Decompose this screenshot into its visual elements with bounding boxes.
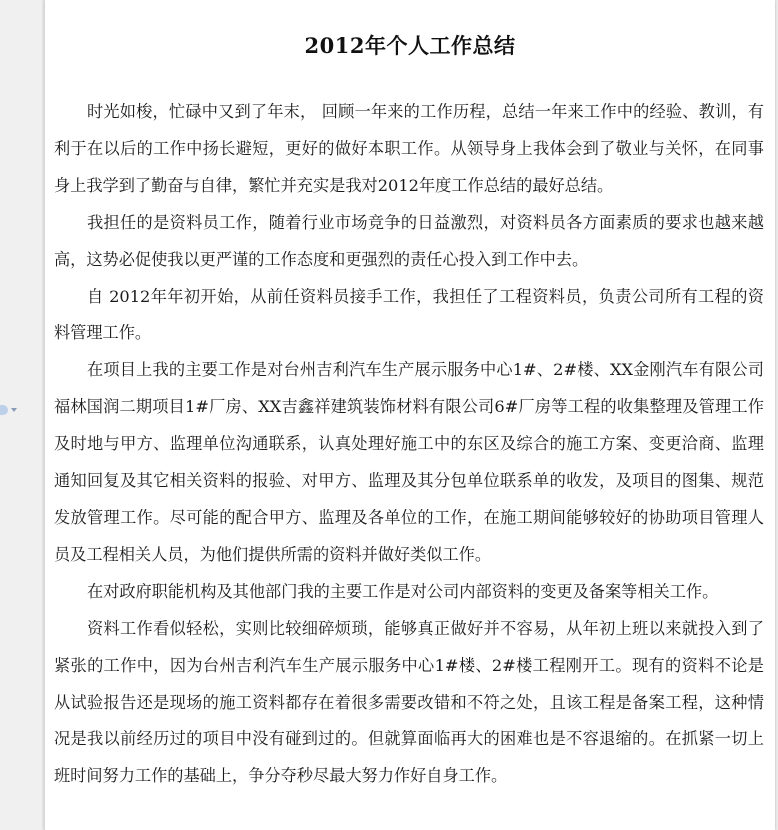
paragraph-projects: 在项目上我的主要工作是对台州吉利汽车生产展示服务中心1#、2#楼、XX金刚汽车有限公司福林国润二期项目1#厂房、XX吉鑫祥建筑装饰材料有限公司6#厂房等工程的收集整理及管理工作及时地与甲方、监理单位沟通联系，认真处理好施工中的东区及综合的施工方案、变更洽商、监理通知回复及其它相关资料的报验、对甲方、监理及其分包单位联系单的收发，及项目的图集、规范发放管理工作。尽可能的配合甲方、监理及各单位的工作，在施工期间能够较好的协助项目管理人员及工程相关人员，为他们提供所需的资料并做好类似工作。 — [54, 360, 764, 564]
document-body — [54, 94, 764, 795]
outline-marker-icon — [0, 405, 8, 415]
paragraph-challenges: 资料工作看似轻松，实则比较细碎烦琐，能够真正做好并不容易，从年初上班以来就投入到了紧张的工作中，因为台州吉利汽车生产展示服务中心1#楼、2#楼工程刚开工。现有的资料不论是从试验报告还是现场的施工资料都存在着很多需要改错和不符之处，且该工程是备案工程，这种情况是我以前经历过的项目中没有碰到过的。但就算面临再大的困难也是不容退缩的。在抓紧一切上班时间努力工作的基础上，争分夺秒尽最大努力作好自身工作。 — [54, 618, 764, 786]
paragraph-intro: 时光如梭，忙碌中又到了年末， 回顾一年来的工作历程，总结一年来工作中的经验、教训，有利于在以后的工作中扬长避短，更好的做好本职工作。从领导身上我体会到了敬业与关怀，在同事身上我学到了勤奋与自律，繁忙并充实是我对2012年度工作总结的最好总结。 — [54, 102, 764, 195]
chevron-down-icon — [11, 408, 17, 412]
document-gutter — [0, 0, 44, 830]
document-title: 2012年个人工作总结 — [304, 33, 516, 58]
outline-toggle-icon[interactable] — [0, 403, 18, 417]
paragraph-start: 自 2012年年初开始，从前任资料员接手工作，我担任了工程资料员，负责公司所有工程的资料管理工作。 — [54, 286, 764, 343]
paragraph-role: 我担任的是资料员工作，随着行业市场竞争的日益激烈，对资料员各方面素质的要求也越来越高，这势必促使我以更严谨的工作态度和更强烈的责任心投入到工作中去。 — [54, 212, 764, 269]
document-page — [44, 0, 775, 830]
paragraph-government: 在对政府职能机构及其他部门我的主要工作是对公司内部资料的变更及备案等相关工作。 — [87, 581, 719, 601]
